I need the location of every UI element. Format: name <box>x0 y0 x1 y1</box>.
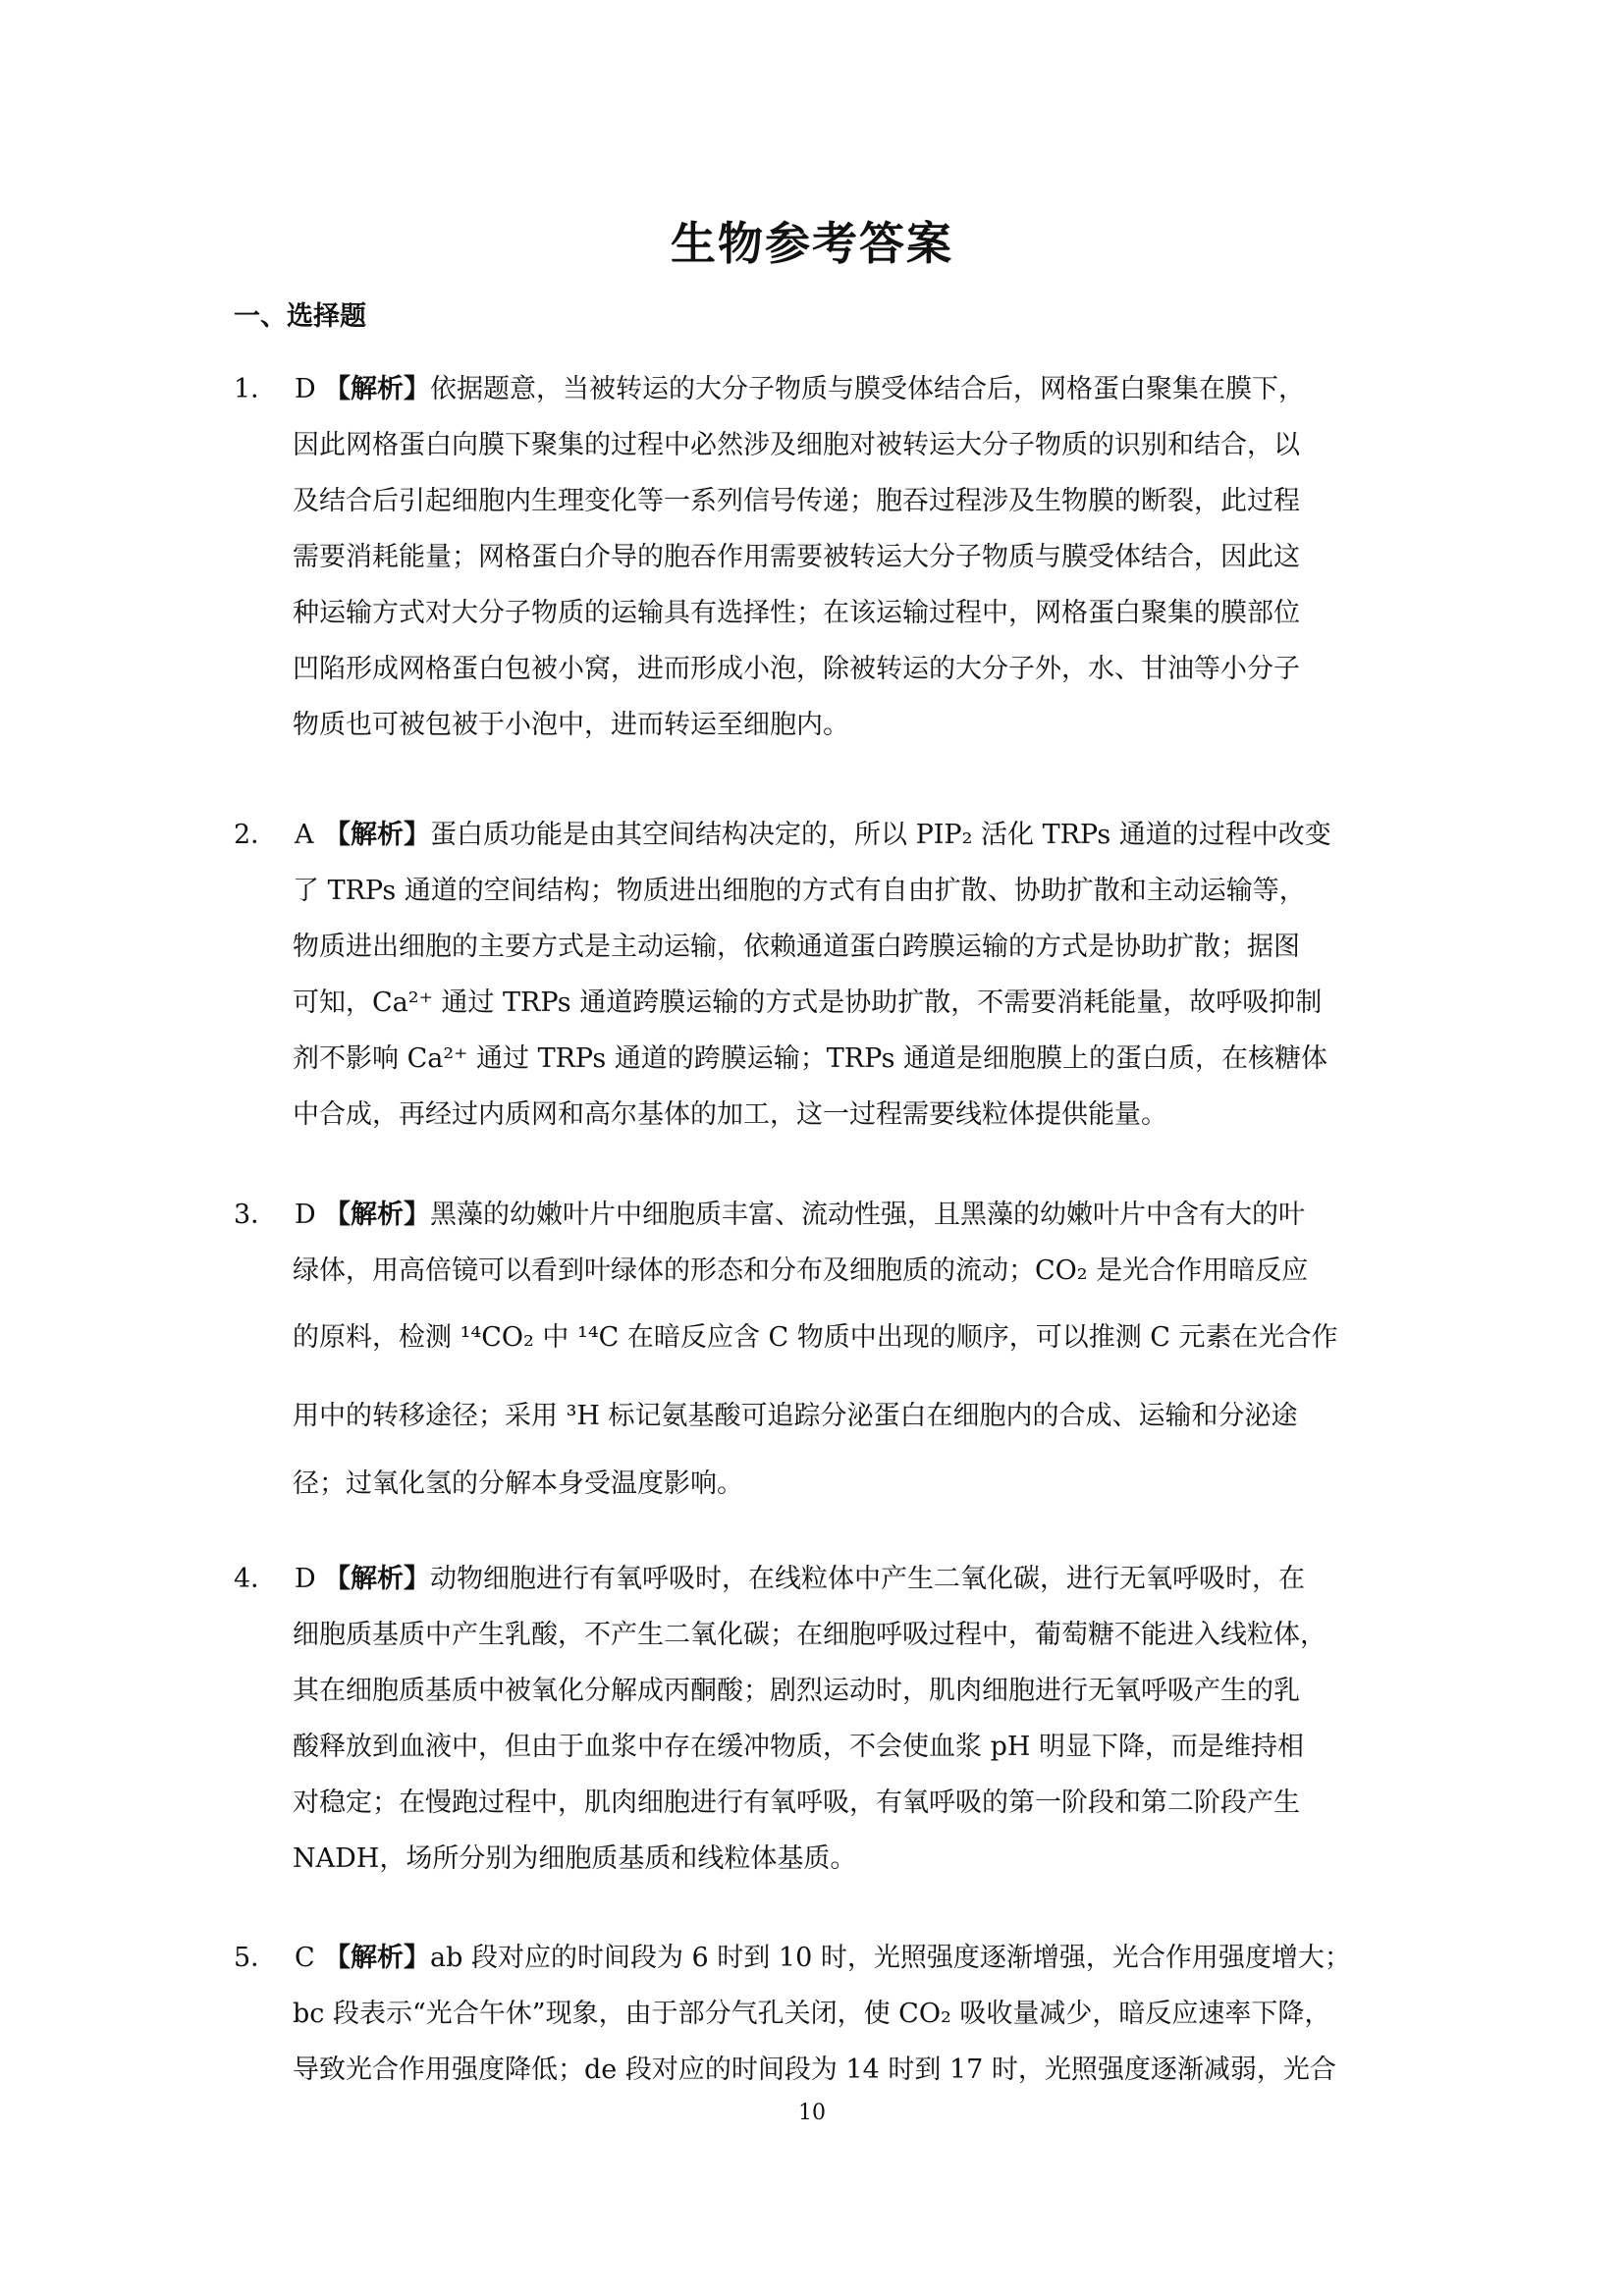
analysis-tag: 【解析】 <box>324 820 430 850</box>
answer-text-line: 剂不影响 Ca²⁺ 通过 TRPs 通道的跨膜运输；TRPs 通道是细胞膜上的蛋白质，在核糖体 <box>293 1043 1328 1074</box>
answer-text-line: 凹陷形成网格蛋白包被小窝，进而形成小泡，除被转运的大分子外，水、甘油等小分子 <box>293 654 1300 684</box>
page-title: 生物参考答案 <box>671 217 953 270</box>
answer-text-line: 中合成，再经过内质网和高尔基体的加工，这一过程需要线粒体提供能量。 <box>293 1099 1167 1130</box>
answer-text-line: 依据题意，当被转运的大分子物质与膜受体结合后，网格蛋白聚集在膜下， <box>430 374 1305 404</box>
answer-text-line: NADH，场所分别为细胞质基质和线粒体基质。 <box>293 1843 857 1874</box>
answer-text-line: 的原料，检测 ¹⁴CO₂ 中 ¹⁴C 在暗反应含 C 物质中出现的顺序，可以推测 C 元素在光合作 <box>293 1322 1338 1353</box>
item-number: 5． <box>234 1943 278 1973</box>
item-number: 1． <box>234 374 278 404</box>
answer-text-line: 其在细胞质基质中被氧化分解成丙酮酸；剧烈运动时，肌肉细胞进行无氧呼吸产生的乳 <box>293 1676 1300 1706</box>
answer-text-line: ab 段对应的时间段为 6 时到 10 时，光照强度逐渐增强，光合作用强度增大； <box>430 1943 1351 1973</box>
answer-text-line: 导致光合作用强度降低；de 段对应的时间段为 14 时到 17 时，光照强度逐渐减弱，光合 <box>293 2055 1336 2085</box>
answer-text-line: 可知，Ca²⁺ 通过 TRPs 通道跨膜运输的方式是协助扩散，不需要消耗能量，故呼吸抑制 <box>293 988 1323 1018</box>
answer-item-1 <box>234 361 1392 753</box>
answer-text-line: 用中的转移途径；采用 ³H 标记氨基酸可追踪分泌蛋白在细胞内的合成、运输和分泌途 <box>293 1401 1298 1431</box>
answer-text-line: bc 段表示“光合午休”现象，由于部分气孔关闭，使 CO₂ 吸收量减少，暗反应速率下降， <box>293 1999 1331 2029</box>
item-number: 3． <box>234 1200 278 1230</box>
answer-text-line: 物质也可被包被于小泡中，进而转运至细胞内。 <box>293 710 849 740</box>
analysis-tag: 【解析】 <box>324 374 430 404</box>
page-number: 10 <box>798 2101 826 2125</box>
item-answer: D <box>295 1564 316 1594</box>
answer-text-line: 动物细胞进行有氧呼吸时，在线粒体中产生二氧化碳，进行无氧呼吸时，在 <box>430 1564 1305 1594</box>
analysis-tag: 【解析】 <box>324 1564 430 1594</box>
item-number: 2． <box>234 820 278 850</box>
answer-item-2 <box>234 807 1392 1143</box>
answer-text-line: 径；过氧化氢的分解本身受温度影响。 <box>293 1468 743 1499</box>
answer-text-line: 蛋白质功能是由其空间结构决定的，所以 PIP₂ 活化 TRPs 通道的过程中改变 <box>430 820 1331 850</box>
item-answer: D <box>295 1200 316 1230</box>
item-answer: D <box>295 374 316 404</box>
analysis-tag: 【解析】 <box>324 1200 430 1230</box>
item-answer: A <box>295 820 314 850</box>
answer-text-line: 绿体，用高倍镜可以看到叶绿体的形态和分布及细胞质的流动；CO₂ 是光合作用暗反应 <box>293 1255 1309 1286</box>
section-heading: 一、选择题 <box>234 301 366 332</box>
answer-text-line: 种运输方式对大分子物质的运输具有选择性；在该运输过程中，网格蛋白聚集的膜部位 <box>293 598 1300 628</box>
answer-item-3 <box>234 1187 1392 1512</box>
answer-text-line: 及结合后引起细胞内生理变化等一系列信号传递；胞吞过程涉及生物膜的断裂，此过程 <box>293 486 1300 516</box>
answer-text-line: 需要消耗能量；网格蛋白介导的胞吞作用需要被转运大分子物质与膜受体结合，因此这 <box>293 542 1300 572</box>
item-number: 4． <box>234 1564 278 1594</box>
analysis-tag: 【解析】 <box>324 1943 430 1973</box>
answer-item-4 <box>234 1551 1392 1887</box>
answer-text-line: 对稳定；在慢跑过程中，肌肉细胞进行有氧呼吸，有氧呼吸的第一阶段和第二阶段产生 <box>293 1788 1300 1818</box>
answer-item-5 <box>234 1930 1392 2098</box>
answer-text-line: 酸释放到血液中，但由于血浆中存在缓冲物质，不会使血浆 pH 明显下降，而是维持相 <box>293 1732 1304 1762</box>
answer-text-line: 因此网格蛋白向膜下聚集的过程中必然涉及细胞对被转运大分子物质的识别和结合，以 <box>293 430 1300 460</box>
answer-text-line: 黑藻的幼嫩叶片中细胞质丰富、流动性强，且黑藻的幼嫩叶片中含有大的叶 <box>430 1200 1305 1230</box>
answer-text-line: 了 TRPs 通道的空间结构；物质进出细胞的方式有自由扩散、协助扩散和主动运输等， <box>293 876 1306 906</box>
answer-text-line: 物质进出细胞的主要方式是主动运输，依赖通道蛋白跨膜运输的方式是协助扩散；据图 <box>293 932 1300 962</box>
answer-text-line: 细胞质基质中产生乳酸，不产生二氧化碳；在细胞呼吸过程中，葡萄糖不能进入线粒体， <box>293 1620 1326 1650</box>
item-answer: C <box>295 1943 315 1973</box>
